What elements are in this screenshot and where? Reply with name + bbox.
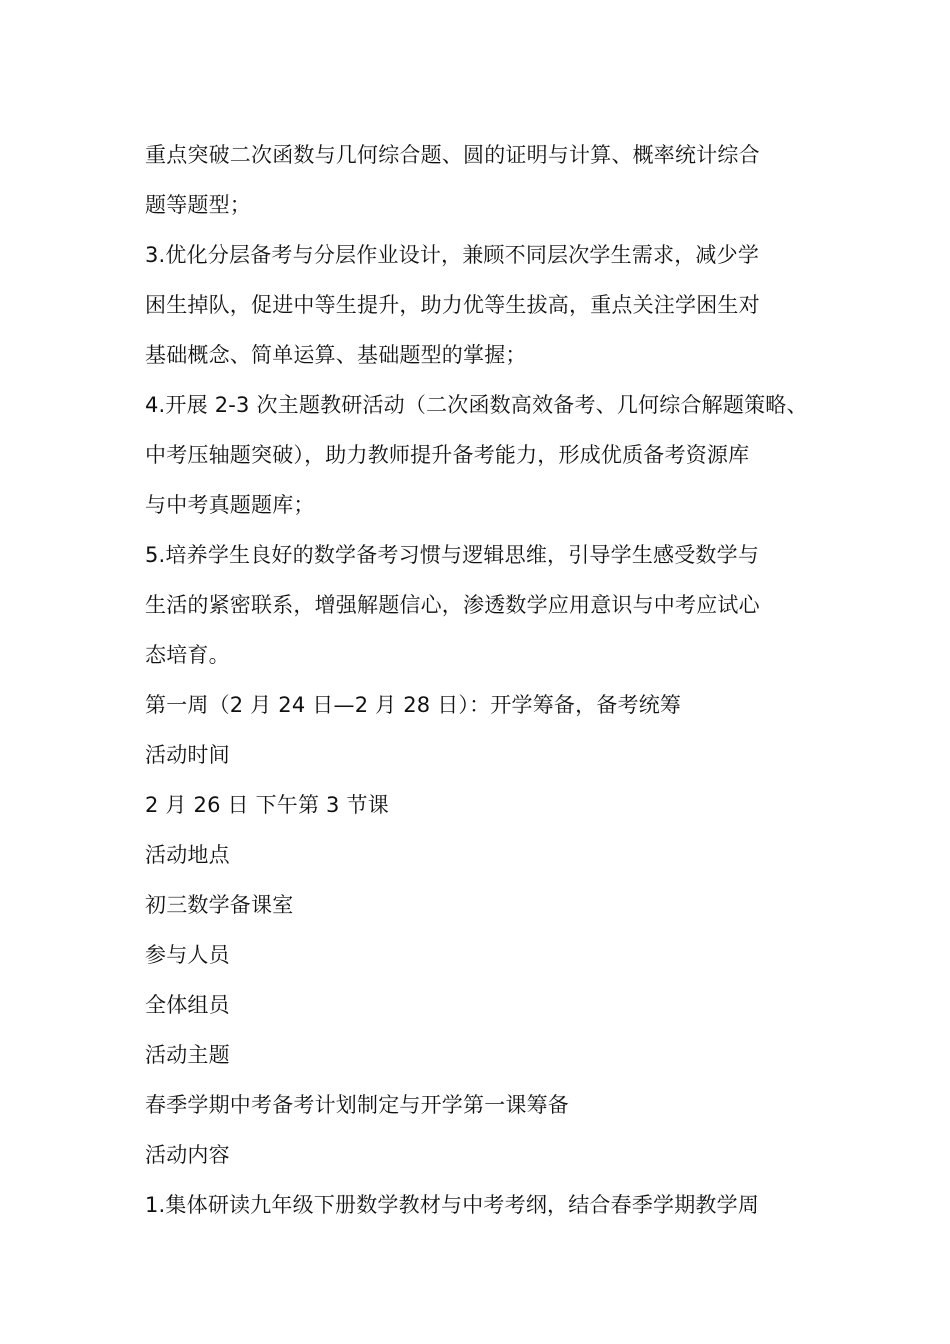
field-label-participants: 参与人员 (145, 943, 230, 967)
field-value-activity-time: 2 月 26 日 下午第 3 节课 (145, 793, 389, 817)
field-label-activity-content: 活动内容 (145, 1143, 230, 1167)
text-line: 4.开展 2-3 次主题教研活动（二次函数高效备考、几何综合解题策略、 (145, 393, 808, 417)
section-heading-week-one: 第一周（2 月 24 日—2 月 28 日）：开学筹备，备考统筹 (145, 693, 682, 717)
text-line: 5.培养学生良好的数学备考习惯与逻辑思维，引导学生感受数学与 (145, 543, 760, 567)
text-line: 重点突破二次函数与几何综合题、圆的证明与计算、概率统计综合 (145, 143, 760, 167)
text-line: 题等题型； (145, 193, 251, 217)
field-label-activity-time: 活动时间 (145, 743, 230, 767)
text-line: 与中考真题题库； (145, 493, 315, 517)
document-body (145, 130, 825, 1230)
text-line: 3.优化分层备考与分层作业设计，兼顾不同层次学生需求，减少学 (145, 243, 760, 267)
text-line: 困生掉队，促进中等生提升，助力优等生拔高，重点关注学困生对 (145, 293, 760, 317)
field-value-activity-theme: 春季学期中考备考计划制定与开学第一课筹备 (145, 1093, 569, 1117)
field-label-activity-theme: 活动主题 (145, 1043, 230, 1067)
text-line: 生活的紧密联系，增强解题信心，渗透数学应用意识与中考应试心 (145, 593, 760, 617)
text-line: 1.集体研读九年级下册数学教材与中考考纲，结合春季学期教学周 (145, 1193, 760, 1217)
field-label-activity-location: 活动地点 (145, 843, 230, 867)
field-value-activity-location: 初三数学备课室 (145, 893, 294, 917)
text-line: 基础概念、简单运算、基础题型的掌握； (145, 343, 527, 367)
text-line: 态培育。 (145, 643, 230, 667)
text-line: 中考压轴题突破），助力教师提升备考能力，形成优质备考资源库 (145, 443, 750, 467)
field-value-participants: 全体组员 (145, 993, 230, 1017)
